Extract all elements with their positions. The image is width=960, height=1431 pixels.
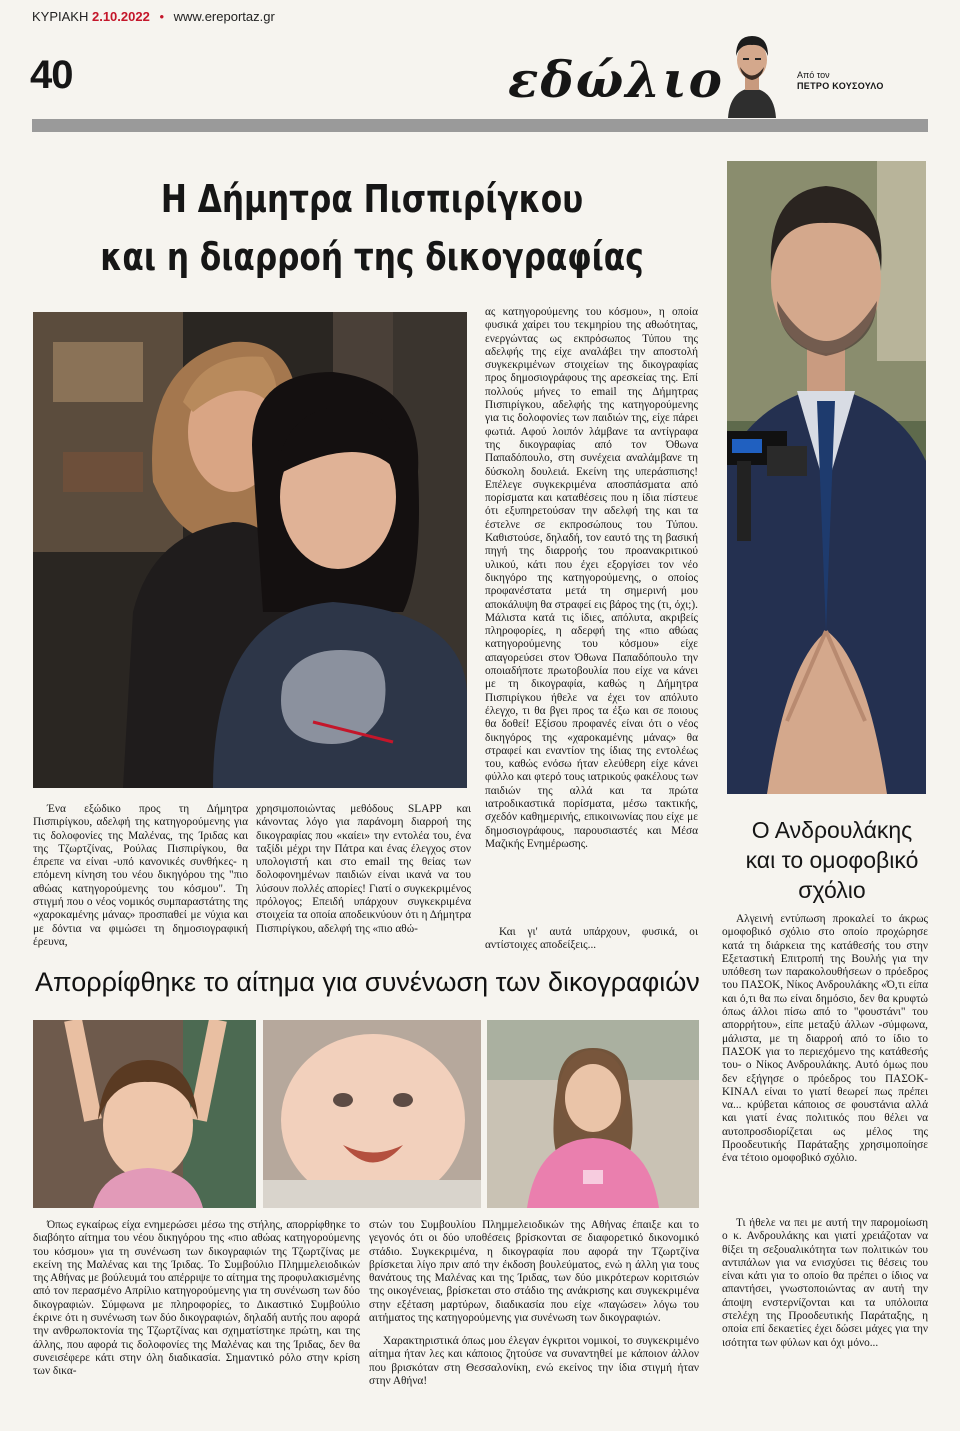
page-number: 40 bbox=[30, 53, 73, 97]
article-column-1: Ένα εξώδικο προς τη Δήμητρα Πισπιρίγκου, αδελφή της κατηγορούμενης για τις δολοφονίες της Μαλένας, της Ίριδας και της Τζωρτζίνας, Ρούλας Πισπιρίγκου, θα έπρεπε να είναι -υπό κανονικές συνθήκες- η επόμενη κίνηση του νέου δικηγόρου της "πιο αθώας κατηγορούμενης του κόσμου". Τη στιγμή που ο νέος νομικός συμπαραστάτης της «χαροκαμένης μάνας» προσπαθεί με νύχια και με δόντια να φιμώσει τη δημοσιογραφική έρευνα, bbox=[33, 803, 248, 948]
side-headline bbox=[734, 815, 930, 905]
section-title: εδώλιο bbox=[508, 50, 724, 109]
article-column-3: ας κατηγορούμενης του κόσμου», η οποία φυσικά χαίρει του τεκμηρίου της αθωότητας, ενεργώντας ως εκπρόσωπος Τύπου της αδελφής της είχε αναλάβει την αποστολή συγκεκριμένων στοιχείων της δικογραφίας προς δημοσιογράφους της αρεσκείας της. Επί πολλούς μήνες το email της Δήμητρας Πισπιρίγκου, αδελφής της κατηγορούμενης για τις δολοφονίες των παιδιών της, είχε πάρει φωτιά. Αφού λοιπόν λάμβανε τα αντίγραφα της δικογραφίας από τον Όθωνα Παπαδόπουλο, στη συνέχεια αναλάμβανε τη δύσκολη δουλειά. Εκείνη της υπεράσπισης! Επέλεγε συγκεκριμένα αποσπάσματα από πορίσματα και καταθέσεις που η ίδια πίστευε ότι εξυπηρετούσαν την αδελφή της και τα έστελνε σε εκπροσώπους του Τύπου. Καθιστούσε, δηλαδή, τον εαυτό της τη βασική πηγή της διαρροής του προανακριτικού υλικού, κάτι που έχει εξοργίσει τον νέο δικηγόρο της κατηγορούμενης, ο οποίος προφανέστατα μετά τη σημερινή μου αποκάλυψη θα στραφεί εις βάρος της (τι, όχι;). Μάλιστα κατά τις ίδιες, απόλυτα, ακριβείς πληροφορίες, η αδερφή της «πιο αθώας κατηγορούμενης του κόσμου» είχε απαγορεύσει στον Όθωνα Παπαδόπουλο την οποιαδήποτε πρωτοβουλία που είχε να κάνει με τη δικογραφία, καθώς η Δήμητρα Πισπιρίγκου ήθελε να έχει τον απόλυτο έλεγχο, τι θα βγει προς τα έξω και σε ποιους θα δοθεί! Εξίσου προφανές είναι ότι ο νέος δικηγόρος της «χαροκαμένης μάνας» θα στραφεί και εναντίον της ίδιας της εντολέως του, καθώς ενόσω ήταν ελεύθερη είχε κάνει φύλλο και φτερό τους ιατρικούς φακέλους των παιδιών της αλλά και τα πρώτα ιατροδικαστικά πορίσματα, μέσω τακτικής, σχεδόν καθημερινής, επικοινωνίας που είχε με δημοσιογράφους, παρουσιαστές και Μέσα Μαζικής Ενημέρωσης. bbox=[485, 306, 698, 850]
side-article-paragraph-1: Αλγεινή εντύπωση προκαλεί το άκρως ομοφοβικό σχόλιο στο οποίο προχώρησε κατά τη διάρκεια της κατάθεσής του στην Εξεταστική Επιτροπή της Βουλής για την υπόθεση των παρακολουθήσεων ο πρόεδρος του ΠΑΣΟΚ, Νίκος Ανδρουλάκης «Ό,τι είπα και ό,τι θα πω είναι δημόσιο, δεν θα κρυφτώ όπως άλλοι πίσω από το "φουστάνι" του απορρήτου», είπε μεταξύ άλλων -σύμφωνα, μάλιστα, με τη διαρροή από το ίδιο το ΠΑΣΟΚ για το περιεχόμενο της κατάθεσής του- ο Νίκος Ανδρουλάκης. Αυτό όμως που δεν εξήγησε ο πρόεδρος του ΠΑΣΟΚ-ΚΙΝΑΛ είναι το γιατί θεωρεί πως πρέπει να... κρύβεται κάποιος σε φουστάνια αλλά και γιατί ένας πολιτικός που θέλει να αυτοπροσδιορίζεται ως μέλος της Προοδευτικής Παράταξης χρησιμοποίησε ένα τέτοιο ομοφοβικό σχόλιο. bbox=[722, 913, 928, 1165]
side-headline-line-2: και το ομοφοβικό bbox=[745, 847, 919, 873]
side-headline-line-1: Ο Ανδρουλάκης bbox=[751, 817, 913, 843]
child-photo-3 bbox=[487, 1020, 699, 1208]
author-photo bbox=[724, 26, 780, 118]
headline-line-2: και η διαρροή της δικογραφίας bbox=[100, 235, 644, 279]
author-byline bbox=[797, 70, 884, 92]
sub-headline: Απορρίφθηκε το αίτημα για συνένωση των δικογραφιών bbox=[35, 967, 700, 997]
child-photo-1 bbox=[33, 1020, 256, 1208]
article-column-3-ending: Και γι' αυτά υπάρχουν, φυσικά, οι αντίστοιχες αποδείξεις... bbox=[485, 926, 698, 952]
author-name: ΠΕΤΡΟ ΚΟΥΣΟΥΛΟ bbox=[797, 81, 884, 91]
side-article-paragraph-2: Τι ήθελε να πει με αυτή την παρομοίωση ο κ. Ανδρουλάκης και γιατί χρειάζοταν να θίξει τη σεξουαλικότητα των πολιτικών του αντιπάλων για να ενισχύσει τις θέσεις του είναι κάτι για το οποίο θα πρέπει ο ίδιος να απαντήσει, γνωστοποιώντας αν αυτή την άποψη ενστερνίζονται και τα υπόλοιπα στελέχη της Προοδευτικής Παράταξης, η οποία επί δεκαετίες έχει δώσει μάχες για την ισότητα των φύλων και όχι μόνο... bbox=[722, 1217, 928, 1349]
article-column-2: χρησιμοποιώντας μεθόδους SLAPP και κάνοντας λόγο για παράνομη διαρροή της δικογραφίας που «καίει» την εντολέα του, ένα ταξίδι μέχρι την Πάτρα και ένας έλεγχος στον υπολογιστή και στο email της θείας των δολοφονημένων παιδιών είναι ικανά να του λύσουν πολλές απορίες! Γιατί ο συγκεκριμένος πρόλογος; Επειδή υπάρχουν συγκεκριμένα στοιχεία τα οποία αποδεικνύουν ότι η Δήμητρα Πισπιρίγκου, αδελφή της «πιο αθώ- bbox=[256, 803, 471, 935]
dateline-separator: • bbox=[159, 9, 165, 24]
website-link[interactable]: www.ereportaz.gr bbox=[173, 9, 275, 24]
dateline-date: 2.10.2022 bbox=[91, 9, 150, 24]
child-photo-2 bbox=[263, 1020, 481, 1208]
sub-article-left: Όπως εγκαίρως είχα ενημερώσει μέσω της στήλης, απορρίφθηκε το διαβόητο αίτημα του νέου δικηγόρου της «πιο αθώας κατηγορούμενης του κόσμου» για τη συνένωση των δικογραφιών της Τζωρτζίνας με εκείνη της Μαλένας και της Ίριδας. Το Συμβούλιο Πλημμελειοδικών της Αθήνας με βούλευμά του απέρριψε το αίτημα της προφυλακισμένης από τον περασμένο Απρίλιο κατηγορούμενης για τη συνένωση των δύο δικογραφιών. Σύμφωνα με πληροφορίες, το Δικαστικό Συμβούλιο έκρινε ότι η συνένωση των δύο δικογραφιών, δηλαδή αυτής που αφορά την ανθρωποκτονία της Τζωρτζίνας και σχηματίστηκε πρώτη, και της άλλης, που αφορά τις δολοφονίες της Μαλένας και της Ίριδας, δεν θα συνεισέφερε κάτι στην όλη διαδικασία. Σημαντικό ρόλο στην κρίση των δικα- bbox=[33, 1219, 360, 1378]
header-divider bbox=[32, 119, 928, 132]
side-headline-line-3: σχόλιο bbox=[798, 877, 866, 903]
headline-line-1: Η Δήμητρα Πισπιρίγκου bbox=[160, 177, 584, 221]
author-prefix: Από τον bbox=[797, 70, 830, 80]
sub-article-right: στών του Συμβουλίου Πλημμελειοδικών της Αθήνας έπαιξε και το γεγονός ότι οι δύο υποθέσεις βρίσκονται σε διαφορετικό δικονομικό στάδιο. Συγκεκριμένα, η δικογραφία που αφορά την Τζωρτζίνα βρίσκεται λίγο πριν από την έκδοση βουλεύματος, ενώ η άλλη για τους θανάτους της Μαλένας και της Ίριδας, των δύο μικρότερων κοριτσιών της οικογένειας, βρίσκεται στο στάδιο της ανάκρισης και συγκεκριμένα στην εξέταση μαρτύρων, διαδικασία που είχε «παγώσει» λόγω του αιτήματος της κατηγορούμενης για συνένωση των δικογραφιών. bbox=[369, 1219, 699, 1325]
androulakis-photo bbox=[727, 161, 926, 794]
selfie-photo bbox=[33, 312, 467, 788]
dateline bbox=[32, 9, 275, 24]
sub-article-right-2: Χαρακτηριστικά όπως μου έλεγαν έγκριτοι νομικοί, το συγκεκριμένο αίτημα ήταν λες και κάποιος ζητούσε να συναντηθεί με κάποιον άλλον που βρισκόταν στη Θεσσαλονίκη, ενώ εκείνος την ίδια στιγμή ήταν στην Αθήνα! bbox=[369, 1335, 699, 1387]
dateline-day: ΚΥΡΙΑΚΗ bbox=[32, 9, 89, 24]
main-headline bbox=[93, 170, 651, 286]
